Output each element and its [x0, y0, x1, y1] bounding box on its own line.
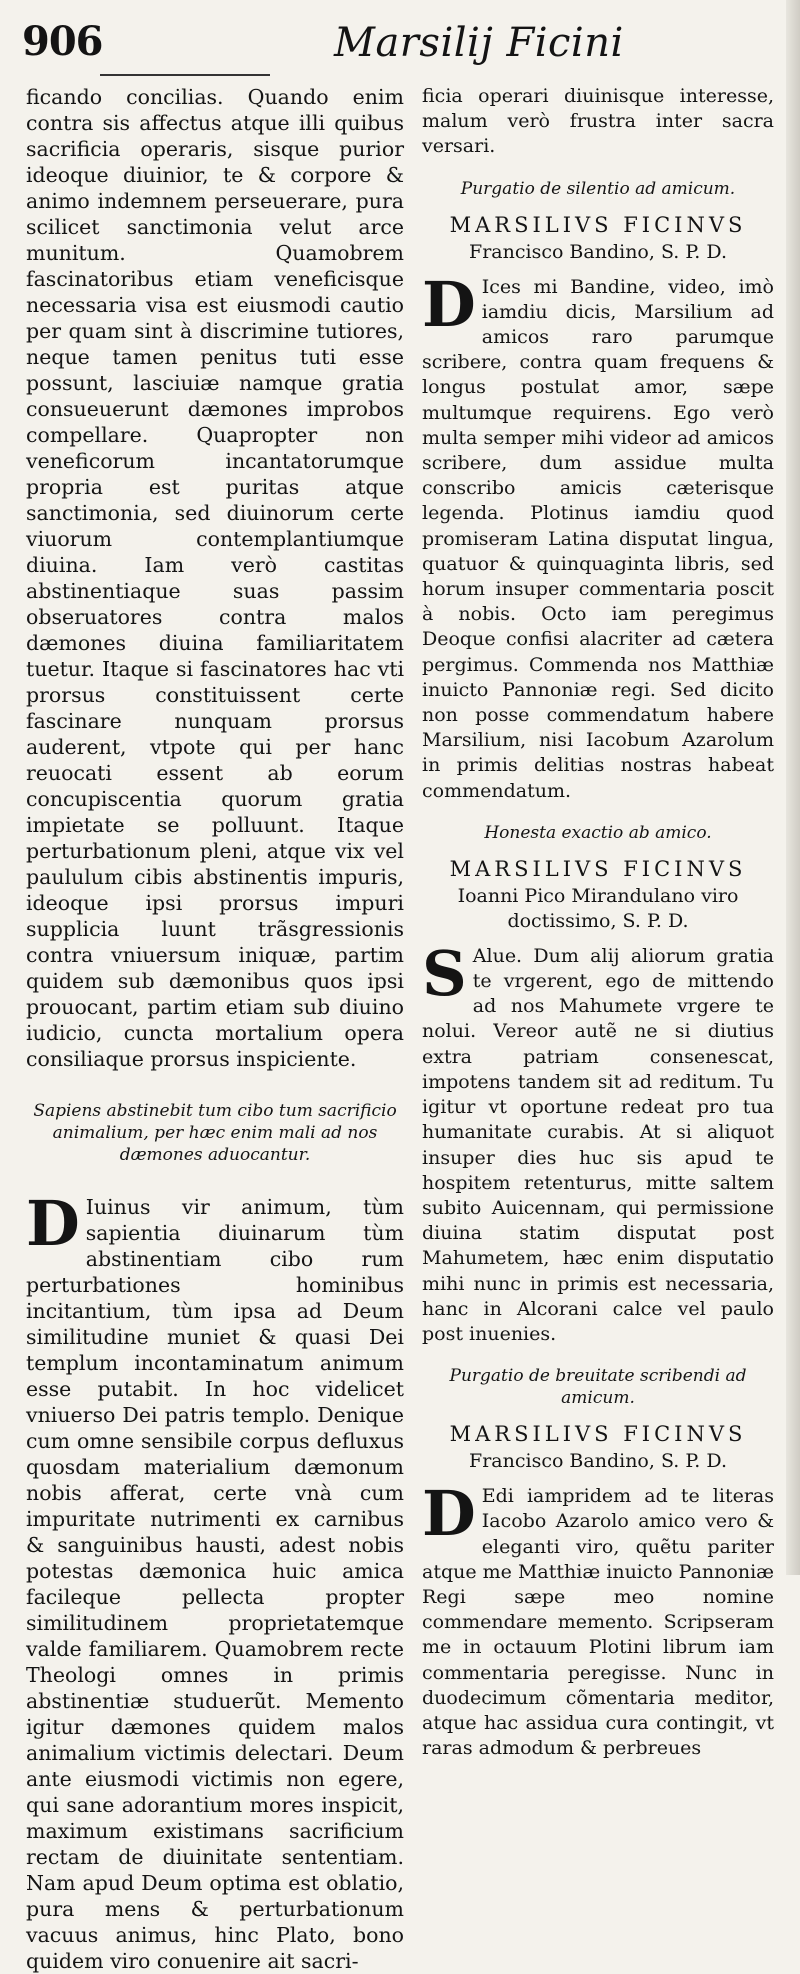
- letter-salutation: [422, 210, 774, 265]
- header-rule: [100, 74, 270, 76]
- paragraph-text: Iuinus vir animum, tùm sapientia diuinarum tùm abstinentiam cibo rum perturbationes hominibus incitantium, tùm ipsa ad Deum similitudine muniet & quasi Dei templum incontaminatum animum esse putabit. In hoc videlicet vniuerso Dei patris templo. Denique cum omne sensibile corpus defluxus quosdam materialium dæmonum nobis afferat, certe vnà cum impuritate nutrimenti ex carnibus & sanguinibus hausti, adest nobis potestas dæmonica huic amica facileque pellecta propter similitudinem proprietatemque valde familiarem. Quamobrem recte Theologi omnes in primis abstinentiæ studuerũt. Memento igitur dæmones quidem malos animalium victimis delectari. Deum ante eiusmodi victimis non egere, qui sane adorantium mores inspicit, maximum existimans sacrificium rectam de diuinitate sententiam. Nam apud Deum optima est oblatio, pura mens & perturbationum vacuus animus, hinc Plato, bono quidem viro conuenire ait sacri-: [26, 1195, 404, 1973]
- page-edge-shadow: [786, 0, 800, 1575]
- recipient-line: Ioanni Pico Mirandulano viro doctissimo, S. P. D.: [457, 884, 739, 932]
- sender-name: MARSILIVS FICINVS: [449, 212, 747, 237]
- letter-salutation: [422, 854, 774, 934]
- recipient-line: Francisco Bandino, S. P. D.: [469, 240, 727, 263]
- page-number: 906: [22, 18, 103, 65]
- drop-cap-letter: D: [422, 1477, 476, 1551]
- drop-cap-letter: S: [422, 936, 467, 1010]
- left-paragraph-diuinus: [26, 1187, 404, 1974]
- drop-cap-letter: D: [26, 1187, 80, 1260]
- right-column: [422, 84, 774, 1761]
- letter-heading-silentio: Purgatio de silentio ad amicum.: [460, 178, 736, 199]
- letter-text: Alue. Dum alij aliorum gratia te vrgerent, ego de mittendo ad nos Mahumete vrgere te nolui. Vereor autẽ ne si diutius extra patriam consenescat, impotens tandem sit ad reditum. Tu igitur vt oportune redeat pro tua humanitate curabis. At si aliquot insuper dies huc sis apud te hospitem retenturus, mitte saltem subito Auicennam, qui permissione diuina statim disputat post Mahumetem, hæc enim disputatio mihi nunc in primis est necessaria, hanc in Alcorani calce vel paulo post inuenies.: [422, 944, 774, 1345]
- running-head: Marsilij Ficini: [334, 20, 624, 66]
- left-paragraph-continued: ficando concilias. Quando enim contra sis affectus atque illi quibus sacrificia operaris, sisque purior ideoque diuinior, te & corpore & animo indemnem perseuerare, pura scilicet sanctimonia velut arce munitum. Quamobrem fascinatoribus etiam veneficisque necessaria visa est eiusmodi cautio per quam sint à discrimine tutiores, neque tamen penitus tuti esse possunt, lasciuiæ namque gratia consueuerunt dæmones improbos compellare. Quapropter non veneficorum incantatorumque propria est puritas atque sanctimonia, sed diuinorum certe viuorum contemplantiumque diuina. Iam verò castitas abstinentiaque suas passim obseruatores contra malos dæmones diuina familiaritatem tuetur. Itaque si fascinatores hac vti prorsus constituissent certe fascinare nunquam prorsus auderent, vtpote qui per hanc reuocati essent ab eorum concupiscentia quorum gratia impietate se polluunt. Itaque perturbationum pleni, atque vix vel paululum cibis abstinentis impuris, ideoque ipsi prorsus impuri supplicia luunt trãsgressionis contra vniuersum iniquæ, partim quidem sub dæmonibus quos ipsi prouocant, partim etiam sub diuino iudicio, cuncta mortalium opera consiliaque prorsus inspiciente.: [26, 85, 404, 1071]
- letter-body-bandino-1: [422, 267, 774, 804]
- letter-salutation: [422, 1419, 774, 1474]
- section-heading-sapiens: Sapiens abstinebit tum cibo tum sacrificio animalium, per hæc enim mali ad nos dæmones aduocantur.: [33, 1101, 397, 1165]
- sender-name: MARSILIVS FICINVS: [449, 1422, 747, 1447]
- left-column: [26, 84, 404, 1974]
- recipient-line: Francisco Bandino, S. P. D.: [469, 1450, 727, 1473]
- drop-cap-letter: D: [422, 267, 476, 341]
- sender-name: MARSILIVS FICINVS: [449, 856, 747, 881]
- right-paragraph-continued: ficia operari diuinisque interesse, malum verò frustra inter sacra versari.: [422, 85, 774, 158]
- letter-text: Edi iampridem ad te literas Iacobo Azarolo amico vero & eleganti viro, quẽtu pariter atque me Matthiæ inuicto Pannoniæ Regi sæpe meo nomine commendare memento. Scripseram me in octauum Plotini librum iam commentaria peregisse. Nunc in duodecimum cõmentaria meditor, atque hac assidua cura contingit, vt raras admodum & perbreues: [422, 1485, 774, 1760]
- letter-heading-breuitate: Purgatio de breuitate scribendi ad amicum.: [449, 1366, 747, 1409]
- letter-body-bandino-2: [422, 1477, 774, 1761]
- letter-text: Ices mi Bandine, video, imò iamdiu dicis, Marsilium ad amicos raro parumque scribere, contra quam frequens & longus postulat amor, sæpe multumque requirens. Ego verò multa semper mihi videor ad amicos scribere, dum assidue multa conscribo amicis cæterisque legenda. Plotinus iamdiu quod promiseram Latina disputat lingua, quatuor & quinquaginta libris, sed horum insuper commentaria poscit à nobis. Octo iam peregimus Deoque confisi alacriter ad cætera pergimus. Commenda nos Matthiæ inuicto Pannoniæ regi. Sed dicito non posse commendatum habere Marsilium, nisi Iacobum Azarolum in primis delitias nostras habeat commendatum.: [422, 275, 774, 802]
- letter-heading-exactio: Honesta exactio ab amico.: [484, 822, 712, 843]
- page-header: [22, 14, 782, 76]
- letter-body-pico: [422, 936, 774, 1347]
